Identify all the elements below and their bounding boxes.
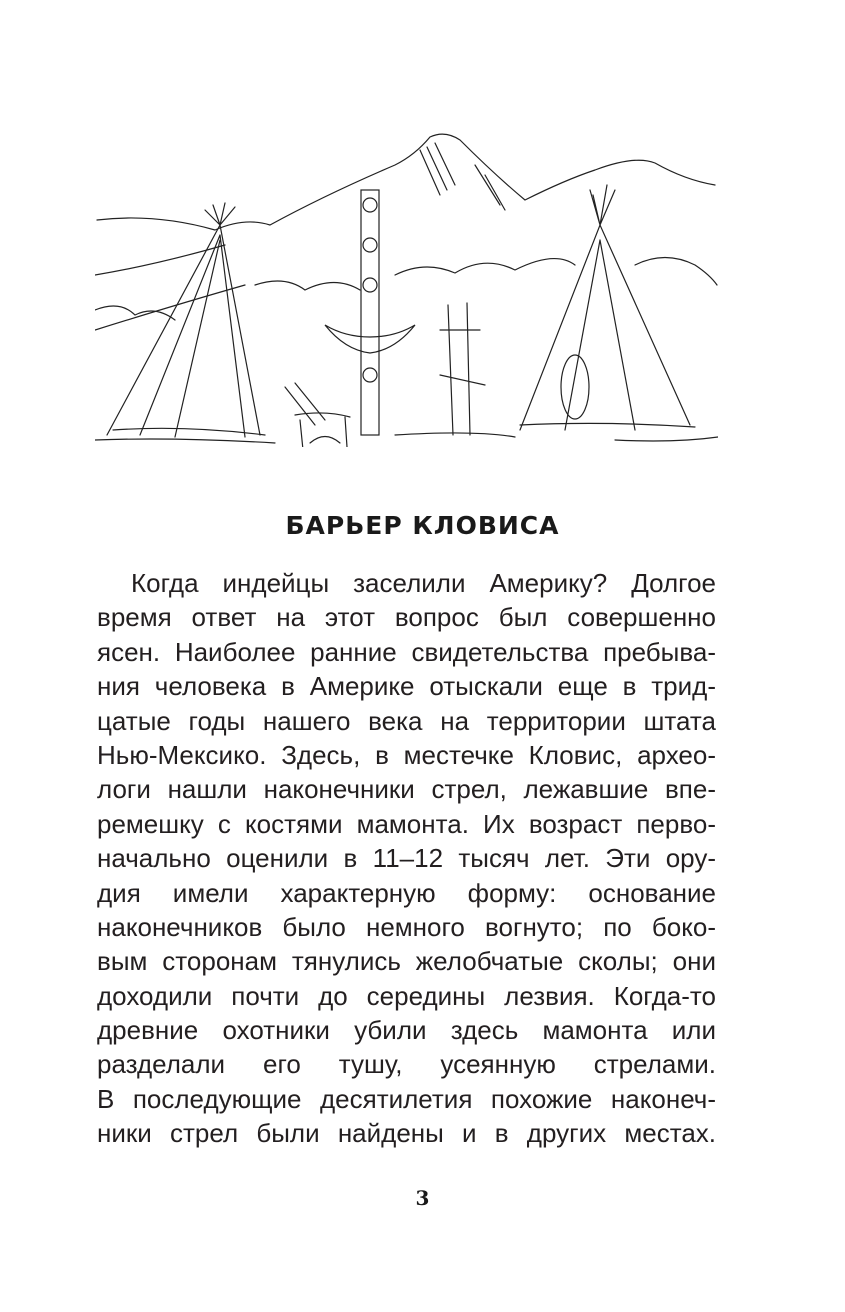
tepee-camp-illustration	[95, 125, 718, 447]
text-line: ники стрел были найдены и в других местах.	[97, 1118, 716, 1149]
text-line: разделали его тушу, усеянную стрелами.	[97, 1049, 716, 1080]
text-line: время ответ на этот вопрос был совершенно	[97, 602, 716, 633]
text-line: доходили почти до середины лезвия. Когда-то	[97, 980, 716, 1011]
text-line: Нью-Мексико. Здесь, в местечке Кловис, архео-	[97, 739, 716, 770]
text-line: ремешку с костями мамонта. Их возраст перво-	[97, 808, 716, 839]
text-line: ясен. Наиболее ранние свидетельства пребыва-	[97, 636, 716, 667]
text-line: древние охотники убили здесь мамонта или	[97, 1015, 716, 1046]
text-line: дия имели характерную форму: основание	[97, 877, 716, 908]
text-line: вым сторонам тянулись желобчатые сколы; они	[97, 946, 716, 977]
text-line: цатые годы нашего века на территории штата	[97, 705, 716, 736]
text-line: логи нашли наконечники стрел, лежавшие впе-	[97, 774, 716, 805]
article-body	[97, 566, 716, 1151]
text-line: Когда индейцы заселили Америку? Долгое	[131, 568, 716, 598]
text-line: начально оценили в 11–12 тысяч лет. Эти ору-	[97, 843, 716, 874]
text-line: ния человека в Америке отыскали еще в трид-	[97, 671, 716, 702]
text-line: В последующие десятилетия похожие наконеч-	[97, 1083, 716, 1114]
chapter-title: БАРЬЕР КЛОВИСА	[285, 510, 560, 540]
page-number: 3	[415, 1186, 430, 1210]
text-line: наконечников было немного вогнуто; по боко-	[97, 911, 716, 942]
